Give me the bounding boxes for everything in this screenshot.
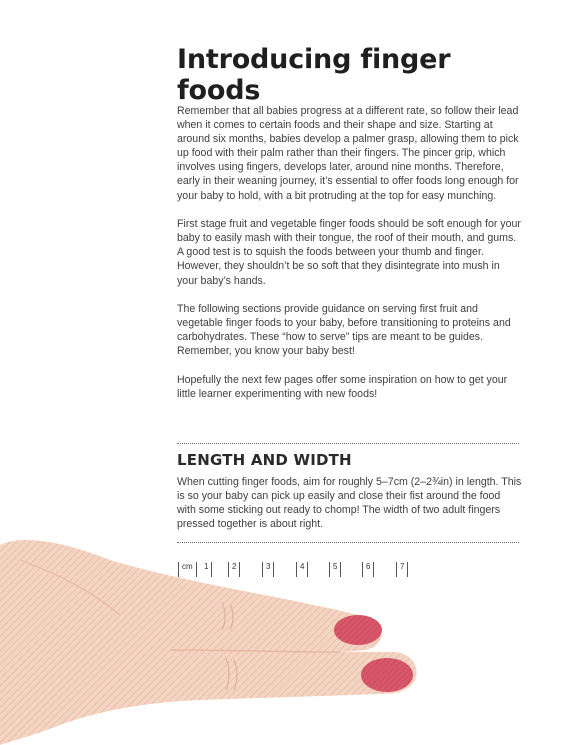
ruler-tick — [373, 562, 374, 577]
ruler-tick — [362, 562, 363, 577]
intro-text — [177, 104, 522, 416]
ruler-mark-3 — [262, 562, 277, 577]
ruler-label-5: 5 — [333, 562, 338, 571]
section-text: When cutting finger foods, aim for roughly 5–7cm (2–2¾in) in length. This is so your baby can pick up easily and close their fist around the food with some sticking out ready to chomp! The width of two adult fingers pressed together is about right. — [177, 476, 522, 531]
paragraph-4: Hopefully the next few pages offer some inspiration on how to get your little learner experimenting with new foods! — [177, 374, 508, 401]
ruler-tick — [407, 562, 408, 577]
ruler-label-4: 4 — [300, 562, 305, 571]
ruler-mark-4 — [296, 562, 311, 577]
nail-upper — [334, 615, 382, 645]
ruler-tick — [273, 562, 274, 577]
ruler-tick — [296, 562, 297, 577]
paragraph-1: Remember that all babies progress at a different rate, so follow their lead when it comes to certain foods and their shape and size. Starting at around six months, babies develop a palmer grasp, allowing them to pick up food with their palm rather than their fingers. The pincer grip, which involves using fingers, develops later, around nine months. Therefore, early in their weaning journey, it’s essential to offer foods long enough for your baby to hold, with a bit protruding at the top for easy munching. — [177, 105, 519, 202]
ruler-tick — [211, 562, 212, 577]
ruler-label-1: 1 — [204, 562, 209, 571]
ruler-tick — [307, 562, 308, 577]
ruler-label-7: 7 — [400, 562, 405, 571]
ruler-tick — [239, 562, 240, 577]
ruler-tick — [228, 562, 229, 577]
section-heading: LENGTH AND WIDTH — [177, 451, 352, 469]
ruler-mark-2 — [228, 562, 243, 577]
ruler-tick — [396, 562, 397, 577]
ruler-tick — [262, 562, 263, 577]
ruler-mark-6 — [362, 562, 377, 577]
ruler-unit-label: cm — [182, 562, 193, 571]
ruler-mark-5 — [329, 562, 344, 577]
ruler-label-2: 2 — [232, 562, 237, 571]
ruler-tick — [329, 562, 330, 577]
page-title: Introducing finger foods — [177, 44, 451, 106]
ruler-tick — [340, 562, 341, 577]
divider-top — [177, 443, 519, 444]
paragraph-2: First stage fruit and vegetable finger foods should be soft enough for your baby to easily mash with their tongue, the roof of their mouth, and gums. A good test is to squish the foods between your thumb and finger. However, they shouldn’t be so soft that they disintegrate into mush in your baby’s hands. — [177, 218, 521, 287]
ruler-start — [178, 562, 200, 577]
paragraph-3: The following sections provide guidance on serving first fruit and vegetable finger foods to your baby, before transitioning to proteins and carbohydrates. These “how to serve” tips are meant to be guides. Remember, you know your baby best! — [177, 303, 511, 358]
ruler-tick — [196, 562, 197, 577]
ruler-label-3: 3 — [266, 562, 271, 571]
ruler-tick — [178, 562, 179, 577]
ruler-label-6: 6 — [366, 562, 371, 571]
ruler — [178, 562, 428, 580]
nail-lower — [361, 658, 413, 692]
ruler-mark-1 — [204, 562, 215, 577]
ruler-mark-7 — [396, 562, 411, 577]
